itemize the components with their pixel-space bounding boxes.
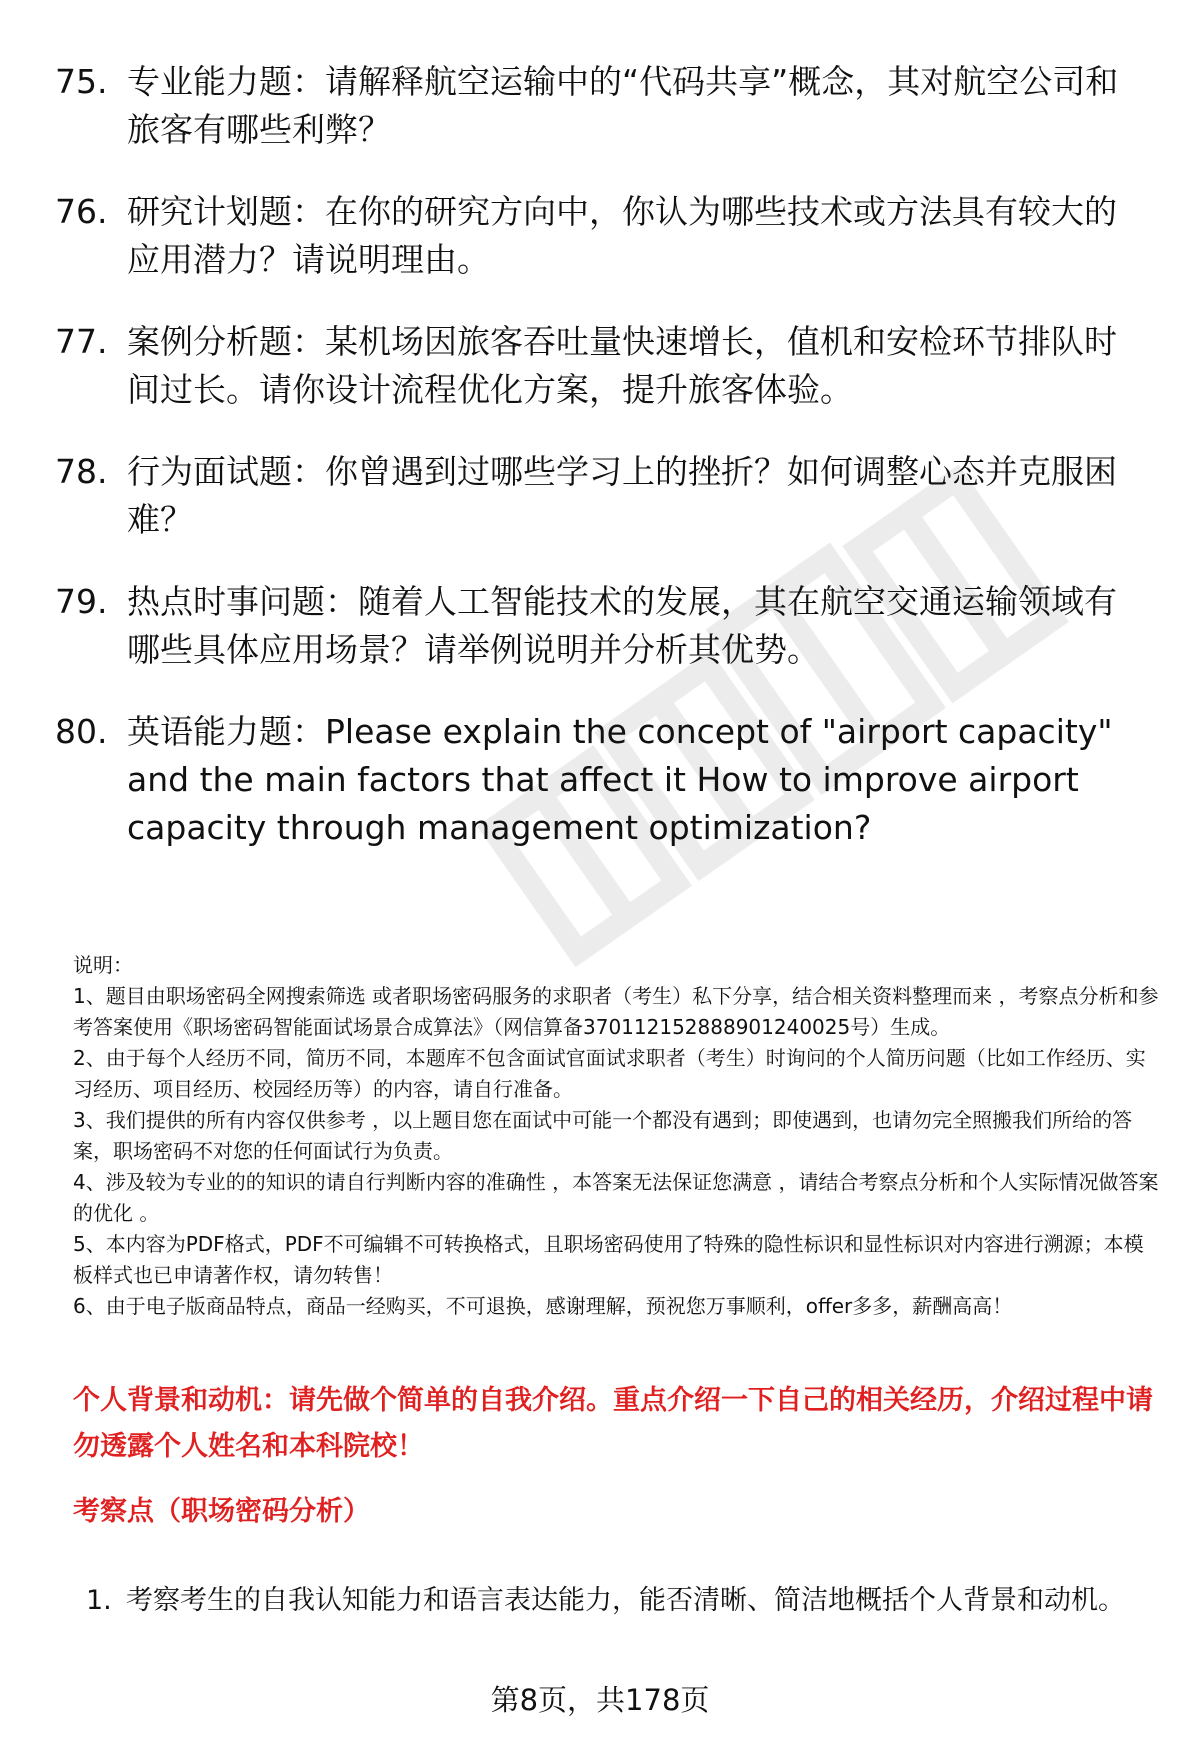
question-text: 热点时事问题：随着人工智能技术的发展，其在航空交通运输领域有哪些具体应用场景？请举例说明并分析其优势。 (127, 582, 1117, 669)
note-item: 1、题目由职场密码全网搜索筛选 或者职场密码服务的求职者（考生）私下分享，结合相关资料整理而来 ，考察点分析和参考答案使用《职场密码智能面试场景合成算法》（网信算备370112152888901240025号）生成。 (73, 984, 1159, 1039)
question-item (55, 188, 1145, 284)
question-text: 研究计划题：在你的研究方向中，你认为哪些技术或方法具有较大的应用潜力？请说明理由。 (127, 192, 1117, 279)
question-number: 76. (55, 192, 108, 231)
section-heading: 个人背景和动机：请先做个简单的自我介绍。重点介绍一下自己的相关经历，介绍过程中请勿透露个人姓名和本科院校！ (73, 1385, 1153, 1462)
question-item (55, 318, 1145, 414)
question-item (55, 578, 1145, 674)
question-list (55, 58, 1145, 886)
page-footer: 第8页，共178页 (490, 1683, 710, 1717)
question-number: 80. (55, 712, 108, 751)
question-text: 行为面试题：你曾遇到过哪些学习上的挫折？如何调整心态并克服困难？ (127, 452, 1117, 539)
notes-section (73, 950, 1163, 1322)
question-item (55, 58, 1145, 154)
analysis-heading: 考察点（职场密码分析） (73, 1496, 370, 1527)
question-text: 英语能力题：Please explain the concept of "airport capacity" and the main factors that affect it How to improve airport capacity through management optimization? (127, 712, 1113, 847)
question-item (55, 448, 1145, 544)
point-text: 考察考生的自我认知能力和语言表达能力，能否清晰、简洁地概括个人背景和动机。 (126, 1585, 1125, 1616)
note-item: 6、由于电子版商品特点，商品一经购买，不可退换，感谢理解，预祝您万事顺利，offer多多，薪酬高高！ (73, 1294, 1013, 1318)
point-number: 1. (86, 1585, 112, 1616)
note-item: 4、涉及较为专业的的知识的请自行判断内容的准确性 ，本答案无法保证您满意 ，请结合考察点分析和个人实际情况做答案的优化 。 (73, 1170, 1159, 1225)
question-text: 案例分析题：某机场因旅客吞吐量快速增长，值机和安检环节排队时间过长。请你设计流程优化方案，提升旅客体验。 (127, 322, 1117, 409)
question-number: 77. (55, 322, 108, 361)
note-item: 5、本内容为PDF格式，PDF不可编辑不可转换格式，且职场密码使用了特殊的隐性标识和显性标识对内容进行溯源；本模板样式也已申请著作权，请勿转售！ (73, 1232, 1144, 1287)
question-number: 78. (55, 452, 108, 491)
question-number: 75. (55, 62, 108, 101)
question-text: 专业能力题：请解释航空运输中的“代码共享”概念，其对航空公司和旅客有哪些利弊？ (127, 62, 1119, 149)
note-item: 2、由于每个人经历不同，简历不同，本题库不包含面试官面试求职者（考生）时询问的个人简历问题（比如工作经历、实习经历、项目经历、校园经历等）的内容，请自行准备。 (73, 1046, 1146, 1101)
question-number: 79. (55, 582, 108, 621)
note-item: 3、我们提供的所有内容仅供参考 ，以上题目您在面试中可能一个都没有遇到；即使遇到，也请勿完全照搬我们所给的答案，职场密码不对您的任何面试行为负责。 (73, 1108, 1133, 1163)
question-item (55, 708, 1145, 852)
analysis-point (86, 1570, 1156, 1632)
notes-title: 说明： (73, 953, 133, 977)
